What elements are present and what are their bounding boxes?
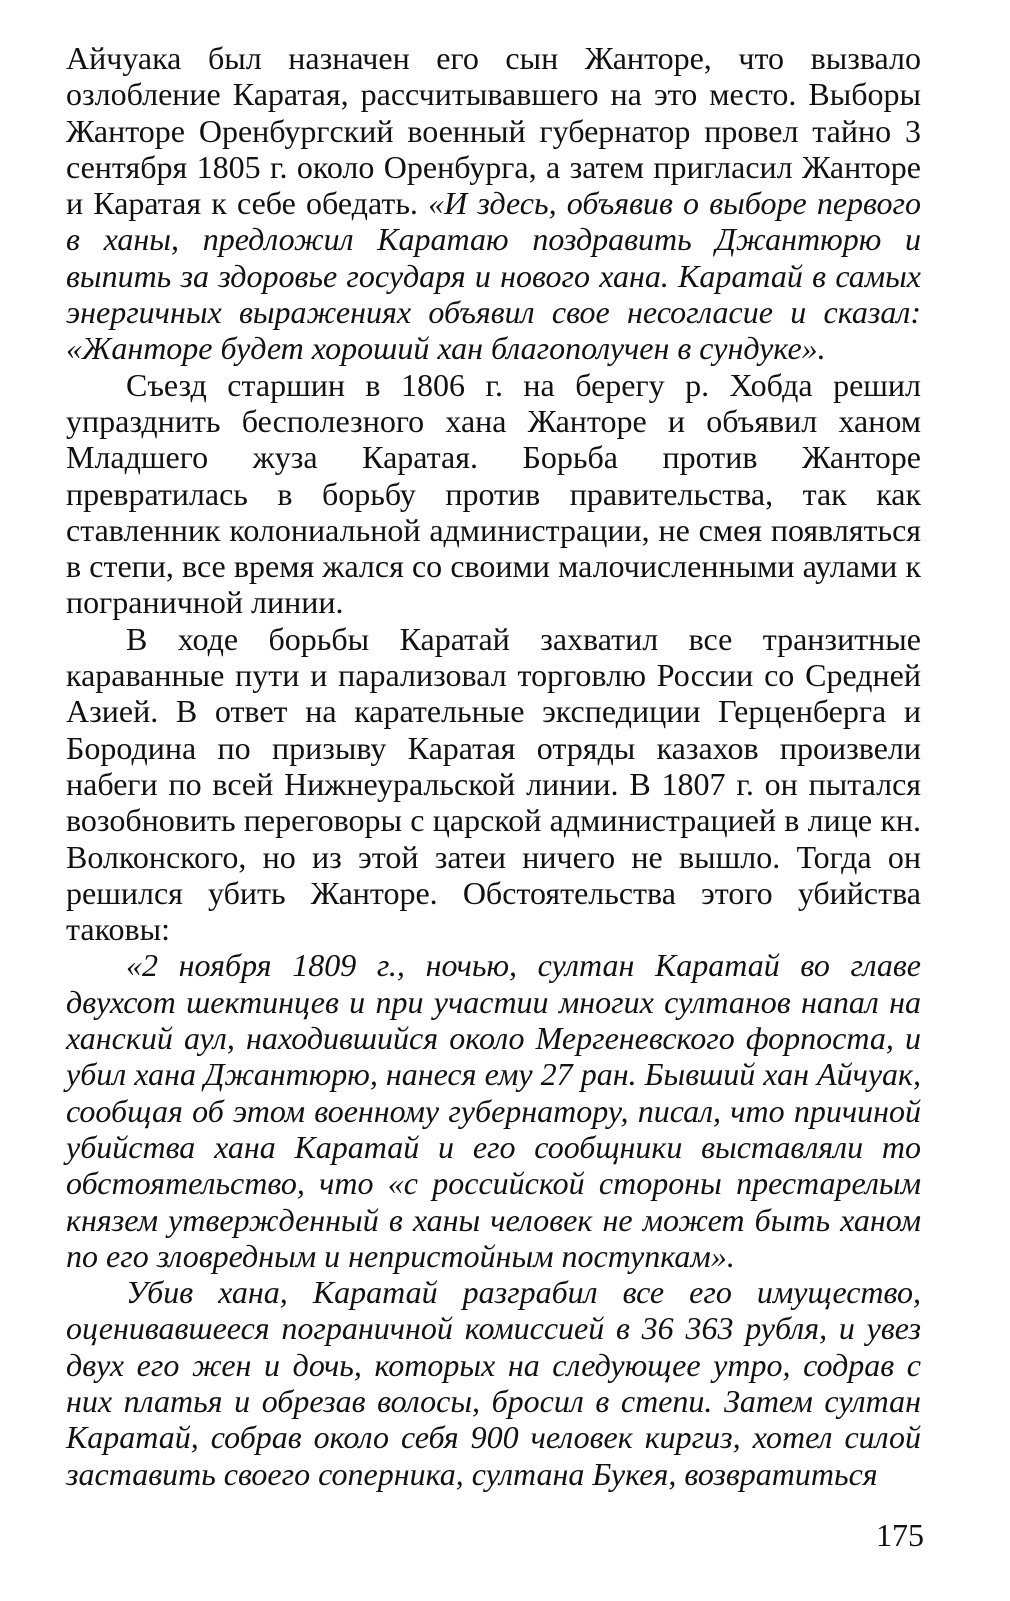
paragraph-1-quote: «И здесь, объявив о выборе первого в ханы, предложил Каратаю поздравить Джантюрю и выпить за здоровье государя и нового хана. Каратай в самых энергичных выражениях объявил свое несогласие и сказал: «Жанторе будет хороший хан благополучен в сундуке». [66,185,922,367]
page-number: 175 [876,1517,924,1553]
paragraph-2: Съезд старшин в 1806 г. на берегу р. Хобда решил упразднить бесполезного хана Жанторе и объявил ханом Младшего жуза Каратая. Борьба против Жанторе превратилась в борьбу против правительства, так как ставленник колониальной администрации, не смея появляться в степи, все время жался со своими малочисленными аулами к пограничной линии. [66,366,921,621]
paragraph-5: Убив хана, Каратай разграбил все его имущество, оценивавшееся пограничной комиссией в 36 363 рубля, и увез двух его жен и дочь, которых на следующее утро, содрав с них платья и обрезав волосы, бросил в степи. Затем султан Каратай, собрав около себя 900 человек киргиз, хотел силой заставить своего соперника, султана Букея, возвратиться [66,1274,921,1492]
page-body [66,40,921,1492]
paragraph-1 [66,40,921,367]
paragraph-1-text: Айчуака был назначен его сын Жанторе, что вызвало озлобление Каратая, рассчитывавшего на это место. Выборы Жанторе Оренбургский военный губернатор провел тайно 3 сентября 1805 г. около Оренбурга, а затем пригласил Жанторе и Каратая к себе обедать. [66,40,921,222]
paragraph-4-quote: «2 ноября 1809 г., ночью, султан Каратай во главе двухсот шектинцев и при участии многих султанов напал на ханский аул, находившийся около Мергеневского форпоста, и убил хана Джантюрю, нанеся ему 27 ран. Бывший хан Айчуак, сообщая об этом военному губернатору, писал, что причиной убийства хана Каратай и его сообщники выставляли то обстоятельство, что «с российской стороны престарелым князем утвержденный в ханы человек не может быть ханом по его зловредным и непристойным поступкам». [66,947,921,1274]
paragraph-3: В ходе борьбы Каратай захватил все транзитные караванные пути и парализовал торговлю России со Средней Азией. В ответ на карательные экспедиции Герценберга и Бородина по призыву Каратая отряды казахов произвели набеги по всей Нижнеуральской линии. В 1807 г. он пытался возобновить переговоры с царской администрацией в лице кн. Волконского, но из этой затеи ничего не вышло. Тогда он решился убить Жанторе. Обстоятельства этого убийства таковы: [66,620,921,948]
